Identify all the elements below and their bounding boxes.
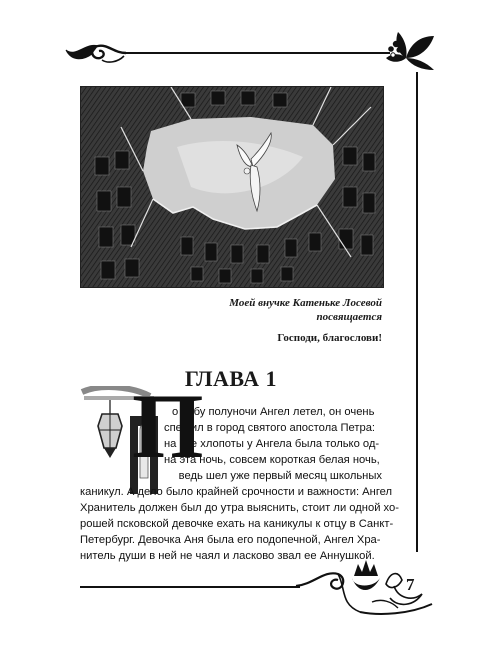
body-text-line: на эта ночь, совсем короткая белая ночь, [164,454,380,466]
dedication-line: посвящается [316,311,382,323]
right-vertical-rule [416,72,418,552]
bottom-rule [80,586,300,588]
courtyard-angel-illustration [80,86,384,288]
blessing-line: Господи, благослови! [277,332,382,344]
page-number: 7 [406,575,415,594]
top-rule [126,52,390,54]
swirl-ornament-icon [62,40,130,66]
body-text-line: Петербург. Девочка Аня была его подопечной, Ангел Хра- [80,534,381,546]
body-text-line: о небу полуночи Ангел летел, он очень [172,406,375,418]
dedication-line: Моей внучке Катеньке Лосевой [229,297,382,309]
body-text-line: ведь шел уже первый месяц школьных [178,470,382,482]
body-text-line: рошей псковской девочке ехать на каникулы к отцу в Санкт- [80,518,394,530]
drop-cap: П [132,375,204,477]
body-text-line: на все хлопоты у Ангела была только од- [164,438,380,450]
body-text-line: каникул. А дело было крайней срочности и важности: Ангел [80,486,393,498]
body-text-line: спешил в город святого апостола Петра: [164,422,376,434]
flower-ornament-icon [382,28,438,72]
lotus-swirl-ornament-icon [294,558,444,618]
chapter-title: ГЛАВА 1 [184,366,278,391]
body-text-line: нитель души в ней не чаял и ласково звал ее Аннушкой. [80,550,375,562]
body-text-line: Хранитель должен был до утра выяснить, стоит ли одной хо- [80,502,399,514]
